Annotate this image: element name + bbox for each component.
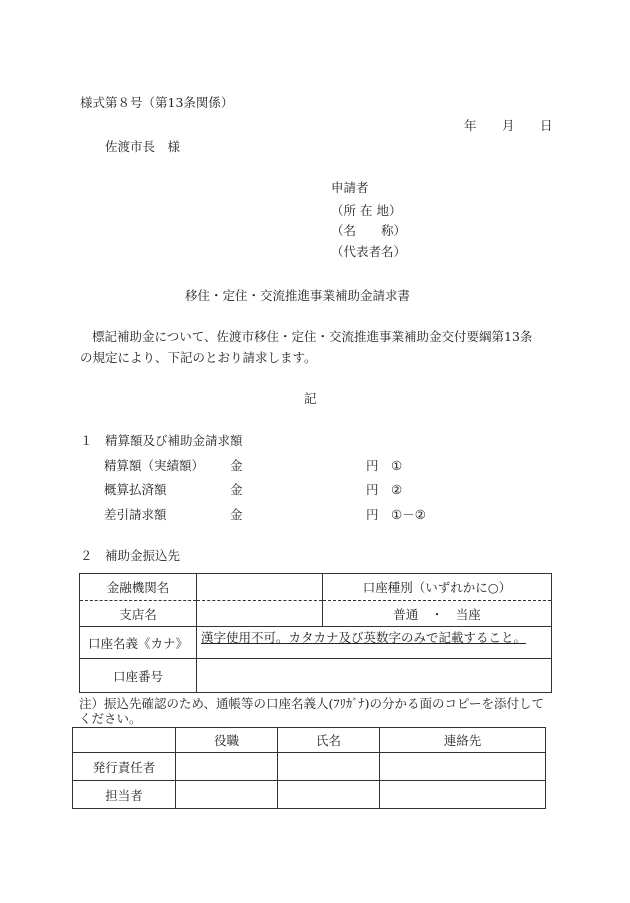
bank-account-table xyxy=(79,573,552,693)
account-number-label: 口座番号 xyxy=(80,659,197,693)
date-month: 月 xyxy=(502,118,515,133)
responsible-name-input[interactable] xyxy=(278,753,380,781)
account-holder-note: 漢字使用不可。カタカナ及び英数字のみで記載すること。 xyxy=(201,630,527,645)
account-number-input[interactable] xyxy=(197,659,552,693)
date-day: 日 xyxy=(540,118,553,133)
body-line-2: の規定により、下記のとおり請求します。 xyxy=(80,350,317,365)
row3-yen: 円 xyxy=(366,507,379,522)
contact-table xyxy=(72,727,546,809)
footnote-line-1: 注）振込先確認のため、通帳等の口座名義人(ﾌﾘｶﾞﾅ)の分かる面のコピーを添付して xyxy=(79,696,545,711)
document-title: 移住・定住・交流推進事業補助金請求書 xyxy=(185,288,411,303)
bank-name-input[interactable] xyxy=(197,574,323,601)
row1-kin: 金 xyxy=(230,458,243,473)
header-position: 役職 xyxy=(176,728,278,753)
applicant-heading: 申請者 xyxy=(331,180,369,195)
date-year: 年 xyxy=(464,118,477,133)
header-contact: 連絡先 xyxy=(380,728,546,753)
row2-label: 概算払済額 xyxy=(104,482,167,497)
account-holder-label: 口座名義《カナ》 xyxy=(80,627,197,659)
body-line-1: 標記補助金について、佐渡市移住・定住・交流推進事業補助金交付要綱第13条 xyxy=(92,329,533,344)
section1-heading: １ 精算額及び補助金請求額 xyxy=(80,433,243,448)
row3-mark: ①－② xyxy=(391,507,426,522)
row1-mark: ① xyxy=(391,458,403,473)
footnote-line-2: ください。 xyxy=(79,711,142,726)
staff-name-input[interactable] xyxy=(278,781,380,809)
branch-input[interactable] xyxy=(197,601,323,627)
header-name: 氏名 xyxy=(278,728,380,753)
row2-kin: 金 xyxy=(230,482,243,497)
staff-contact-input[interactable] xyxy=(380,781,546,809)
row3-label: 差引請求額 xyxy=(104,507,167,522)
section2-heading: ２ 補助金振込先 xyxy=(80,548,181,563)
row1-label: 精算額（実績額） xyxy=(104,458,205,473)
applicant-address: （所 在 地） xyxy=(331,203,402,218)
responsible-contact-input[interactable] xyxy=(380,753,546,781)
row-label-staff: 担当者 xyxy=(73,781,176,809)
form-number: 様式第８号（第13条関係） xyxy=(80,95,234,110)
row1-yen: 円 xyxy=(366,458,379,473)
ki-heading: 記 xyxy=(304,391,317,406)
row2-mark: ② xyxy=(391,482,403,497)
row2-yen: 円 xyxy=(366,482,379,497)
applicant-name: （名 称） xyxy=(331,223,407,238)
bank-name-label: 金融機関名 xyxy=(80,574,197,601)
account-type-options[interactable]: 普通 ・ 当座 xyxy=(323,601,552,627)
row-label-responsible: 発行責任者 xyxy=(73,753,176,781)
responsible-position-input[interactable] xyxy=(176,753,278,781)
branch-label: 支店名 xyxy=(80,601,197,627)
addressee: 佐渡市長 様 xyxy=(105,139,181,154)
account-type-label: 口座種別（いずれかに○） xyxy=(323,574,552,601)
row3-kin: 金 xyxy=(230,507,243,522)
applicant-representative: （代表者名） xyxy=(331,244,407,259)
contact-header-empty xyxy=(73,728,176,753)
account-holder-input[interactable] xyxy=(197,627,552,659)
staff-position-input[interactable] xyxy=(176,781,278,809)
